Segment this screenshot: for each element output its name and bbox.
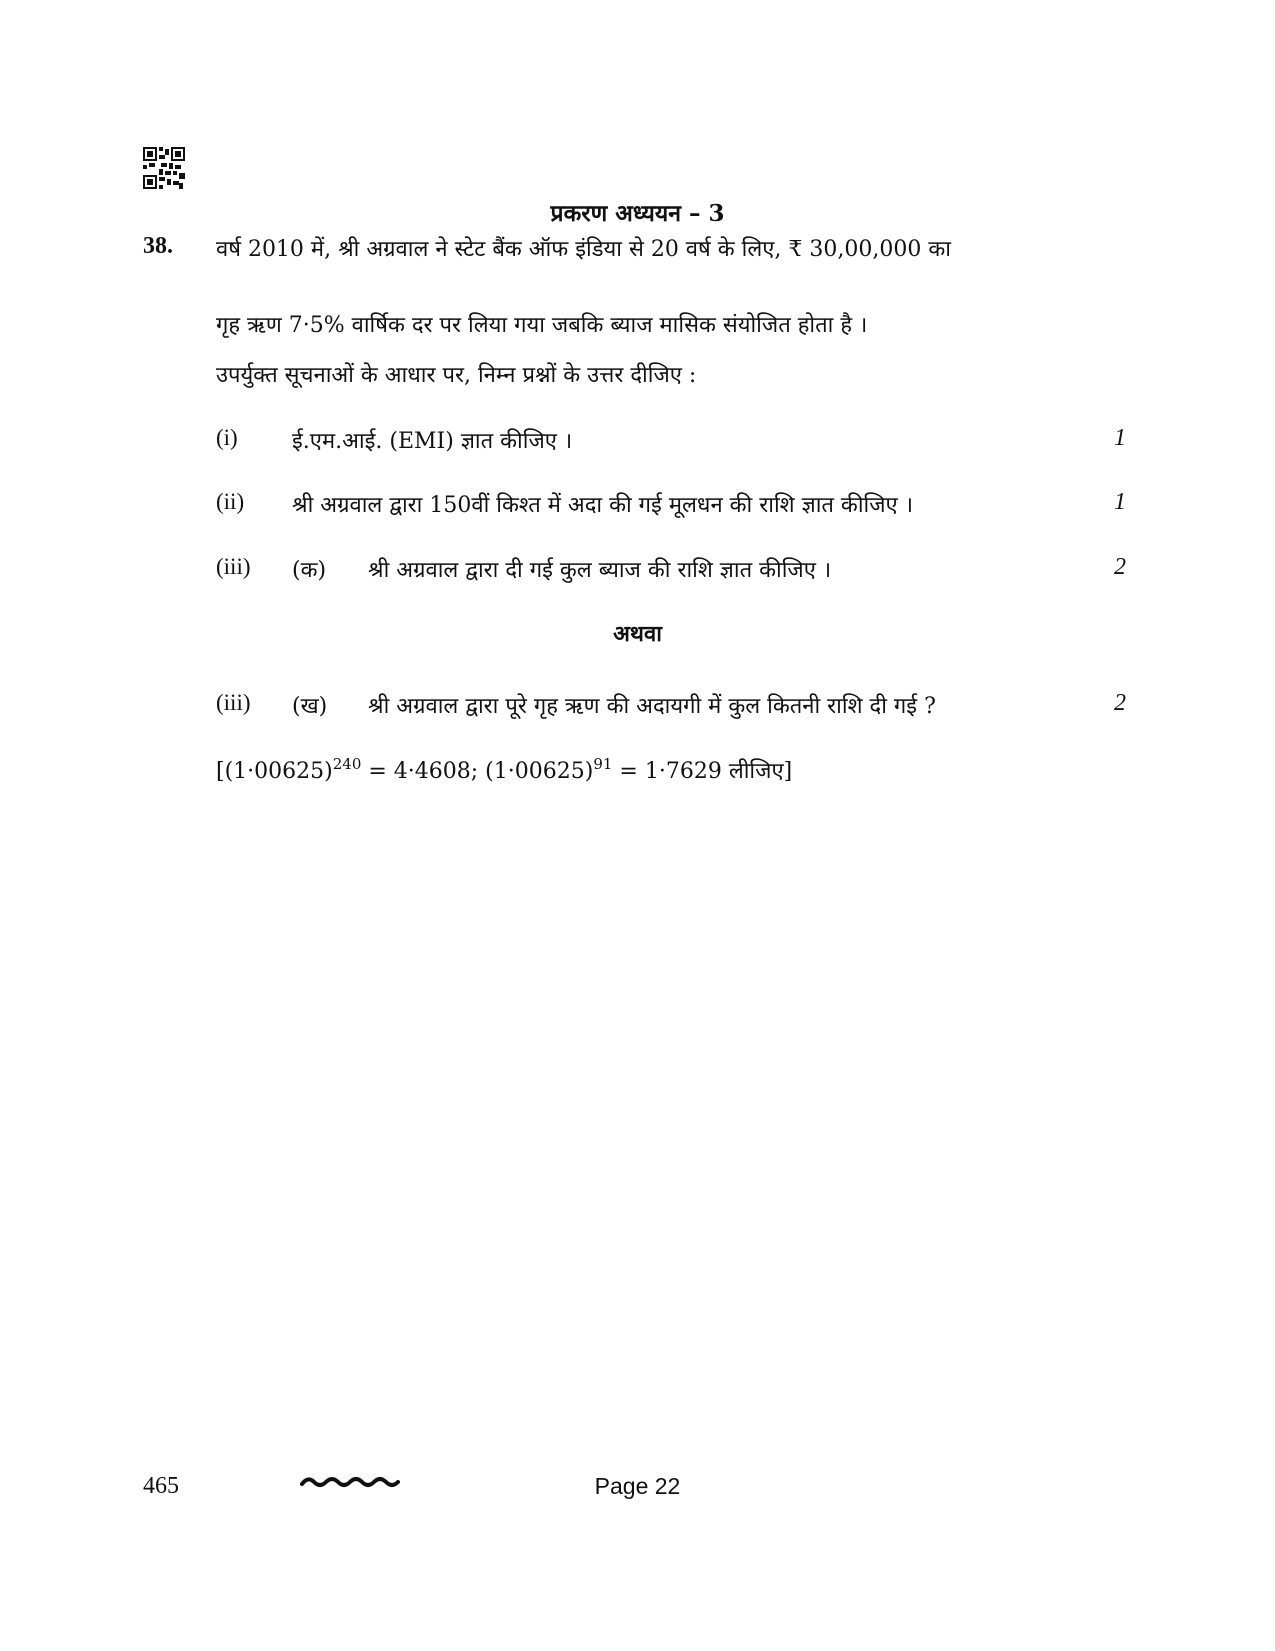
or-label: अथवा	[613, 621, 662, 647]
sub-part-label: (ख)	[292, 694, 328, 719]
marks: 2	[1114, 554, 1126, 580]
given-mid: = 4·4608; (1·00625)	[361, 759, 594, 784]
paper-code: 465	[143, 1473, 179, 1499]
given-exponent: 240	[332, 755, 362, 773]
page-number: Page 22	[594, 1473, 681, 1499]
question-number: 38.	[143, 233, 173, 259]
given-open: [(1·00625)	[216, 759, 333, 784]
given-values	[216, 755, 792, 785]
given-exponent: 91	[593, 755, 613, 773]
part-label: (iii)	[216, 690, 251, 715]
part-text: श्री अग्रवाल द्वारा 150वीं किश्त में अदा की गई मूलधन की राशि ज्ञात कीजिए ।	[292, 493, 914, 518]
part-text: श्री अग्रवाल द्वारा दी गई कुल ब्याज की राशि ज्ञात कीजिए ।	[368, 558, 832, 583]
question-stem-line: उपर्युक्त सूचनाओं के आधार पर, निम्न प्रश्नों के उत्तर दीजिए :	[216, 363, 697, 388]
part-label: (ii)	[216, 489, 245, 514]
question-part	[216, 690, 1126, 724]
part-label: (iii)	[216, 554, 251, 579]
qr-code-icon	[143, 147, 185, 189]
question-stem-line: गृह ऋण 7·5% वार्षिक दर पर लिया गया जबकि ब्याज मासिक संयोजित होता है ।	[216, 313, 868, 338]
section-title: प्रकरण अध्ययन – 3	[550, 200, 725, 227]
marks: 2	[1114, 690, 1126, 716]
part-text: श्री अग्रवाल द्वारा पूरे गृह ऋण की अदायगी में कुल कितनी राशि दी गई ?	[368, 694, 936, 719]
question-part	[216, 425, 1126, 459]
sub-part-label: (क)	[292, 558, 327, 583]
part-text: ई.एम.आई. (EMI) ज्ञात कीजिए ।	[292, 429, 573, 454]
question-stem-line: वर्ष 2010 में, श्री अग्रवाल ने स्टेट बैंक ऑफ इंडिया से 20 वर्ष के लिए, ₹ 30,00,000 का	[216, 237, 951, 262]
question-part	[216, 554, 1126, 588]
question-part	[216, 489, 1126, 523]
given-close: = 1·7629 लीजिए]	[612, 759, 793, 784]
marks: 1	[1114, 489, 1126, 515]
marks: 1	[1114, 425, 1126, 451]
part-label: (i)	[216, 425, 238, 450]
